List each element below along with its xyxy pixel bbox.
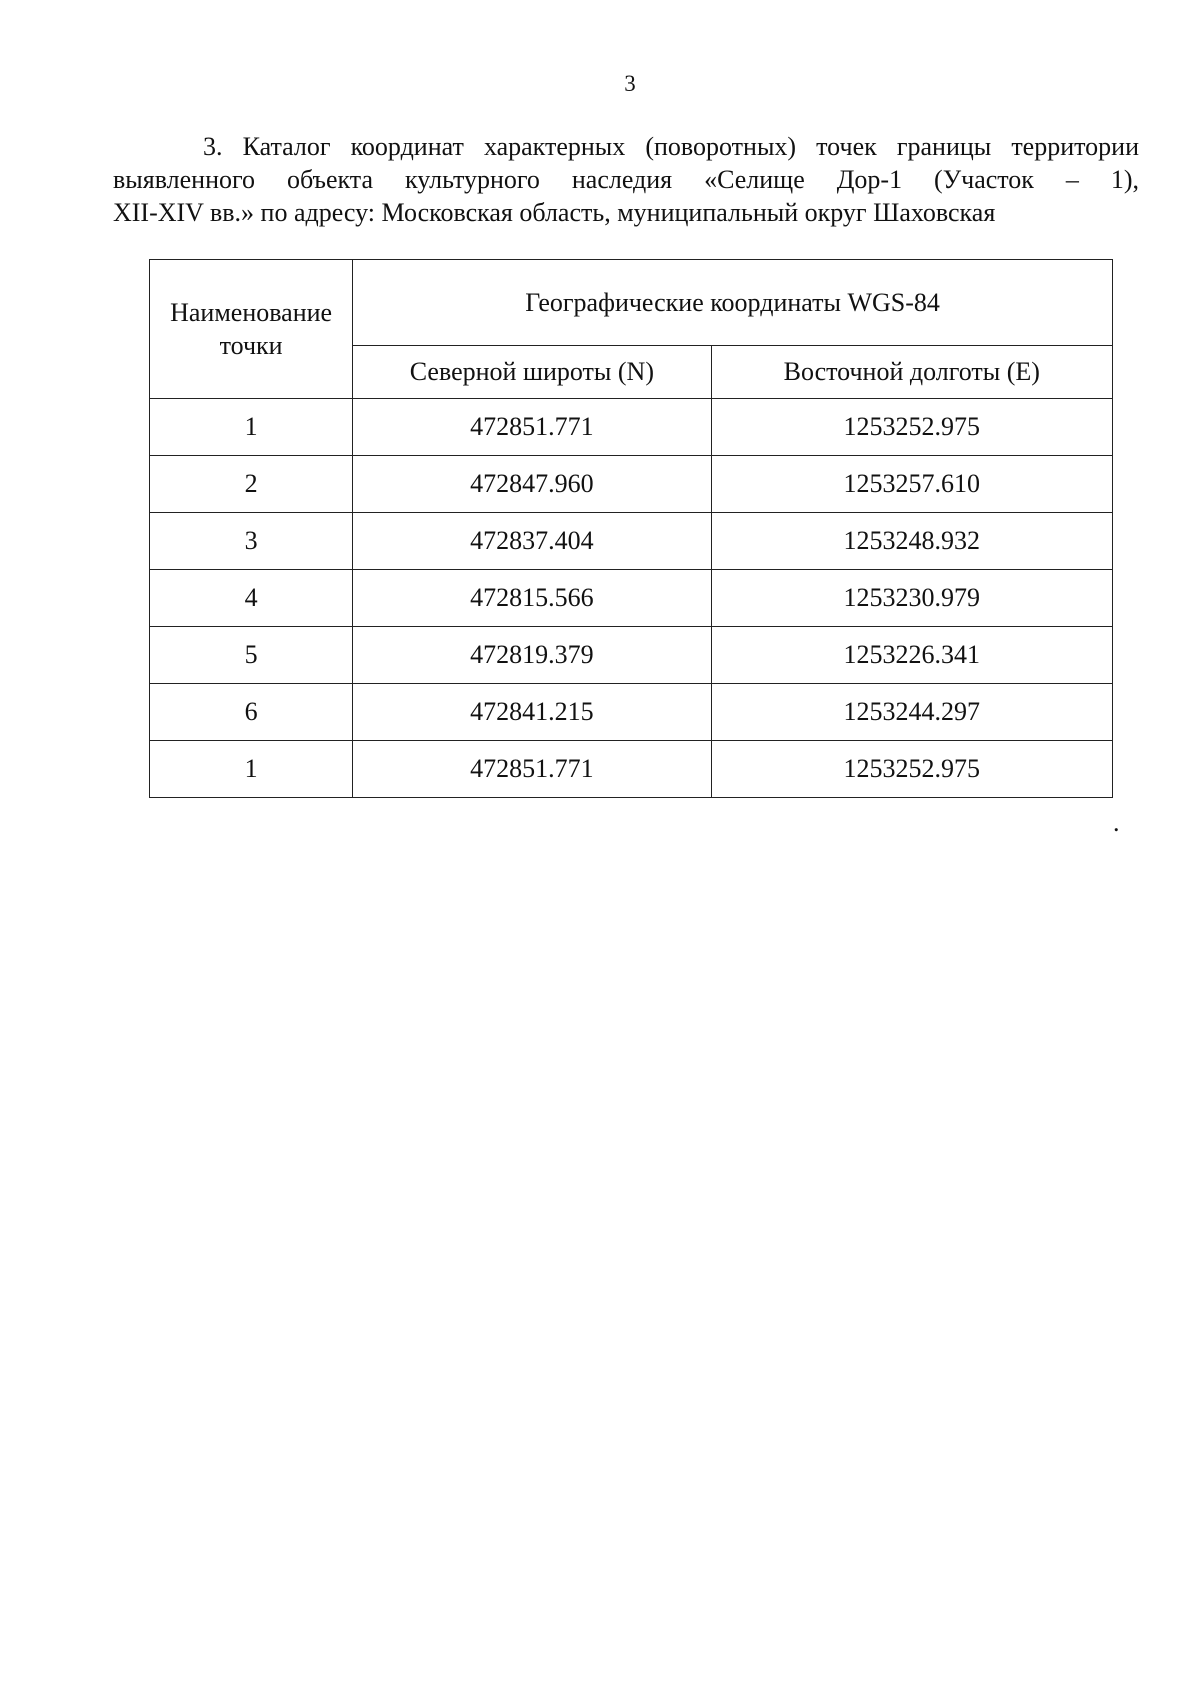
heading-line-2: выявленного объекта культурного наследия «Селище Дор-1 (Участок – 1), xyxy=(113,165,1139,194)
table-row xyxy=(150,399,1113,456)
catalog-heading xyxy=(113,130,1139,229)
table-row xyxy=(150,513,1113,570)
north-cell: 472847.960 xyxy=(353,456,711,513)
north-cell: 472841.215 xyxy=(353,684,711,741)
coordinates-table xyxy=(149,259,1113,798)
north-cell: 472837.404 xyxy=(353,513,711,570)
heading-line-1: 3. Каталог координат характерных (поворотных) точек границы территории xyxy=(203,132,1139,161)
east-cell: 1253230.979 xyxy=(711,570,1112,627)
north-latitude-header: Северной широты (N) xyxy=(353,346,711,399)
heading-line-3: XII-XIV вв.» по адресу: Московская область, муниципальный округ Шаховская xyxy=(113,198,996,227)
table-row xyxy=(150,684,1113,741)
point-cell: 5 xyxy=(150,627,353,684)
east-cell: 1253226.341 xyxy=(711,627,1112,684)
point-cell: 1 xyxy=(150,741,353,798)
table-row xyxy=(150,627,1113,684)
north-cell: 472851.771 xyxy=(353,741,711,798)
point-cell: 1 xyxy=(150,399,353,456)
east-cell: 1253252.975 xyxy=(711,741,1112,798)
table-row xyxy=(150,456,1113,513)
point-cell: 4 xyxy=(150,570,353,627)
point-cell: 2 xyxy=(150,456,353,513)
page-number: 3 xyxy=(624,71,636,96)
east-cell: 1253248.932 xyxy=(711,513,1112,570)
north-cell: 472851.771 xyxy=(353,399,711,456)
north-cell: 472819.379 xyxy=(353,627,711,684)
east-longitude-header: Восточной долготы (E) xyxy=(711,346,1112,399)
point-cell: 6 xyxy=(150,684,353,741)
north-cell: 472815.566 xyxy=(353,570,711,627)
table-row xyxy=(150,570,1113,627)
point-cell: 3 xyxy=(150,513,353,570)
east-cell: 1253252.975 xyxy=(711,399,1112,456)
trailing-period: . xyxy=(1113,808,1120,837)
coordinates-group-header: Географические координаты WGS-84 xyxy=(353,260,1113,346)
east-cell: 1253257.610 xyxy=(711,456,1112,513)
east-cell: 1253244.297 xyxy=(711,684,1112,741)
table-row xyxy=(150,741,1113,798)
point-name-header: Наименование точки xyxy=(150,260,353,399)
